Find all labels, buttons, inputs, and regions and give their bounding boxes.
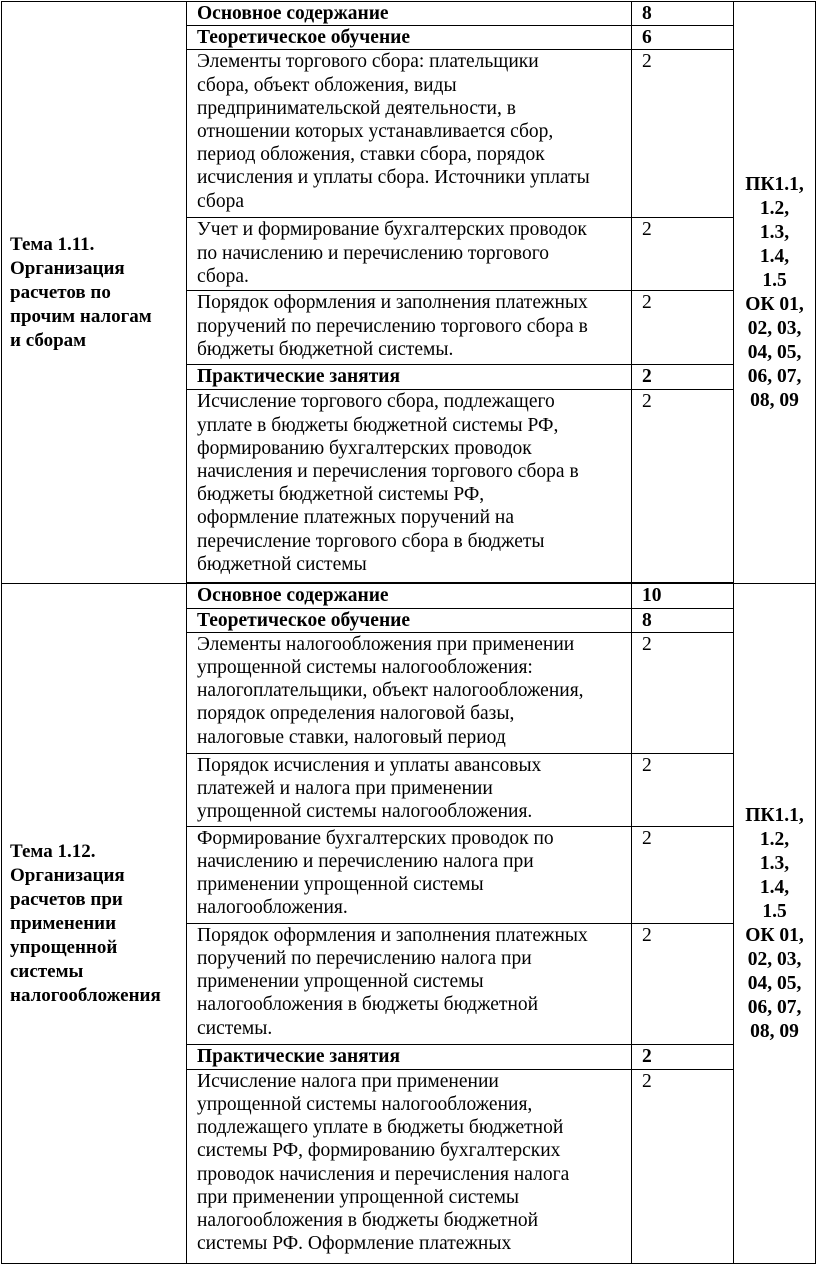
practice-item-hours: 2	[632, 390, 734, 583]
practice-item-text: Исчисление торгового сбора, подлежащего уплате в бюджеты бюджетной системы РФ, формированию бухгалтерских проводок начисления и перечисления торгового сбора в бюджеты бюджетной системы РФ, оформление платежных поручений на перечисление торгового сбора в бюджеты бюджетной системы	[187, 390, 632, 583]
main-content-hours: 8	[632, 2, 734, 26]
practice-item-hours: 2	[632, 1069, 734, 1263]
spacer-cell	[187, 1263, 734, 1264]
theory-label: Теоретическое обучение	[187, 608, 632, 632]
theory-item-hours: 2	[632, 632, 734, 753]
competencies: ПК1.1, 1.2, 1.3, 1.4, 1.5 ОК 01, 02, 03, 04, 05, 06, 07, 08, 09	[734, 584, 816, 1264]
theory-hours: 6	[632, 26, 734, 50]
practice-label: Практические занятия	[187, 365, 632, 390]
theory-item-hours: 2	[632, 291, 734, 365]
practice-hours: 2	[632, 1044, 734, 1069]
main-content-row	[2, 2, 816, 26]
theory-item-hours: 2	[632, 826, 734, 923]
competencies: ПК1.1, 1.2, 1.3, 1.4, 1.5 ОК 01, 02, 03, 04, 05, 06, 07, 08, 09	[734, 2, 816, 584]
theory-hours: 8	[632, 608, 734, 632]
topic-title: Тема 1.12. Организация расчетов при применении упрощенной системы налогообложения	[2, 584, 187, 1264]
theory-item-text: Элементы торгового сбора: плательщики сбора, объект обложения, виды предпринимательской деятельности, в отношении которых устанавливается сбор, период обложения, ставки сбора, порядок исчисления и уплаты сбора. Источники уплаты сбора	[187, 50, 632, 218]
topic-title: Тема 1.11. Организация расчетов по прочим налогам и сборам	[2, 2, 187, 584]
practice-item-text: Исчисление налога при применении упрощенной системы налогообложения, подлежащего уплате в бюджеты бюджетной системы РФ, формированию бухгалтерских проводок начисления и перечисления налога при применении упрощенной системы налогообложения в бюджеты бюджетной системы РФ. Оформление платежных	[187, 1069, 632, 1263]
theory-item-text: Порядок исчисления и уплаты авансовых платежей и налога при применении упрощенной системы налогообложения.	[187, 753, 632, 826]
theory-item-hours: 2	[632, 923, 734, 1044]
theory-item-text: Учет и формирование бухгалтерских проводок по начислению и перечислению торгового сбора.	[187, 218, 632, 291]
main-content-label: Основное содержание	[187, 2, 632, 26]
theory-item-text: Формирование бухгалтерских проводок по начислению и перечислению налога при применении упрощенной системы налогообложения.	[187, 826, 632, 923]
theory-item-hours: 2	[632, 218, 734, 291]
practice-label: Практические занятия	[187, 1044, 632, 1069]
theory-item-text: Порядок оформления и заполнения платежных поручений по перечислению налога при применении упрощенной системы налогообложения в бюджеты бюджетной системы.	[187, 923, 632, 1044]
theory-item-hours: 2	[632, 50, 734, 218]
theory-label: Теоретическое обучение	[187, 26, 632, 50]
theory-item-hours: 2	[632, 753, 734, 826]
main-content-row	[2, 584, 816, 608]
theory-item-text: Порядок оформления и заполнения платежных поручений по перечислению торгового сбора в бюджеты бюджетной системы.	[187, 291, 632, 365]
curriculum-table	[1, 1, 816, 1264]
main-content-label: Основное содержание	[187, 584, 632, 608]
theory-item-text: Элементы налогообложения при применении упрощенной системы налогообложения: налогоплательщики, объект налогообложения, порядок определения налоговой базы, налоговые ставки, налоговый период	[187, 632, 632, 753]
practice-hours: 2	[632, 365, 734, 390]
main-content-hours: 10	[632, 584, 734, 608]
